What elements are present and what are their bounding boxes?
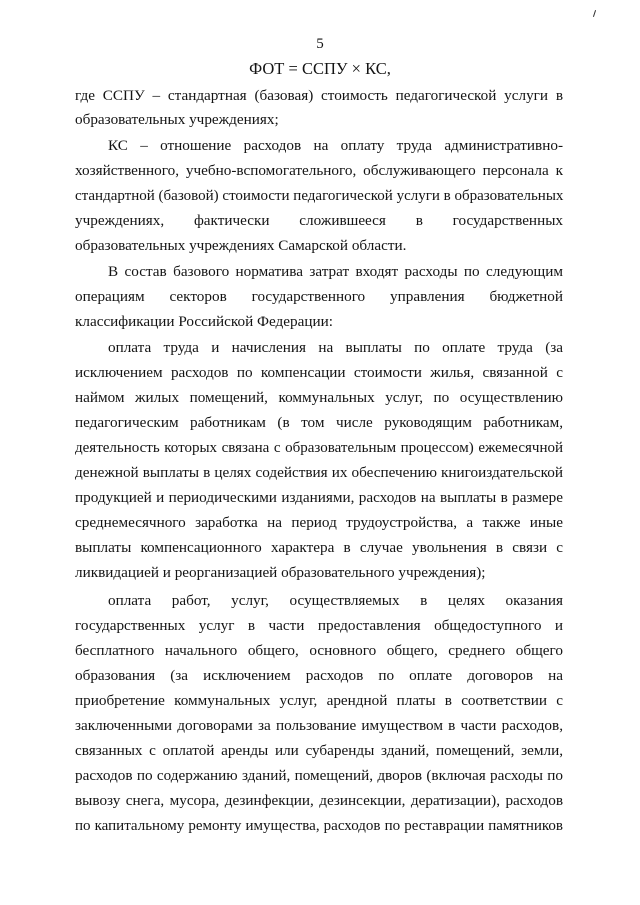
text-line: где ССПУ – стандартная (базовая) стоимость педагогической услуги в xyxy=(75,87,563,104)
text-line: продукцией и периодическими изданиями, расходов на выплаты в размере xyxy=(75,489,563,506)
text-line: В состав базового норматива затрат входят расходы по следующим xyxy=(108,263,563,280)
text-line: вывозу снега, мусора, дезинфекции, дезинсекции, дератизации), расходов xyxy=(75,792,563,809)
text-line: образовательных учреждениях; xyxy=(75,111,279,128)
text-line: оплата труда и начисления на выплаты по оплате труда (за xyxy=(108,339,563,356)
text-line: педагогическим работникам (в том числе руководящим работникам, xyxy=(75,414,563,431)
text-line: деятельность которых связана с образовательным процессом) ежемесячной xyxy=(75,440,563,456)
text-line: исключением расходов по компенсации стоимости жилья, связанной с xyxy=(75,364,563,381)
text-line: бесплатного начального общего, основного общего, среднего общего xyxy=(75,642,563,659)
text-line: образовательных учреждениях Самарской области. xyxy=(75,237,407,254)
text-line: учреждениях, фактически сложившееся в государственных xyxy=(75,212,563,229)
text-line: образования (за исключением расходов по оплате договоров на xyxy=(75,667,563,684)
text-line: стандартной (базовой) стоимости педагогической услуги в образовательных xyxy=(75,188,564,204)
text-line: хозяйственного, учебно-вспомогательного, обслуживающего персонала к xyxy=(75,162,563,179)
text-line: расходов по содержанию зданий, помещений, дворов (включая расходы по xyxy=(75,767,563,784)
text-line: по капитальному ремонту имущества, расходов по реставрации памятников xyxy=(75,818,563,834)
text-line: наймом жилых помещений, коммунальных услуг, по осуществлению xyxy=(75,389,563,406)
text-line: ликвидацией и реорганизацией образовательного учреждения); xyxy=(75,564,486,581)
formula: ФОТ = ССПУ × КС, xyxy=(249,59,391,78)
text-line: приобретение коммунальных услуг, арендной платы в соответствии с xyxy=(75,692,563,709)
text-line: заключенными договорами за пользование имуществом в части расходов, xyxy=(75,717,563,734)
text-line: государственных услуг в части предоставления общедоступного и xyxy=(75,617,563,634)
text-line: оплата работ, услуг, осуществляемых в целях оказания xyxy=(108,592,563,609)
text-line: операциям секторов государственного управления бюджетной xyxy=(75,288,563,305)
text-line: связанных с оплатой аренды или субаренды зданий, помещений, земли, xyxy=(75,742,563,759)
text-line: среднемесячного заработка на период трудоустройства, а также иные xyxy=(75,514,563,531)
margin-mark xyxy=(593,10,596,17)
text-line: денежной выплаты в целях содействия их обеспечению книгоиздательской xyxy=(75,464,563,481)
page-number: 5 xyxy=(316,36,324,52)
text-line: КС – отношение расходов на оплату труда административно- xyxy=(108,137,563,154)
text-line: классификации Российской Федерации: xyxy=(75,313,333,330)
text-line: выплаты компенсационного характера в случае увольнения в связи с xyxy=(75,539,563,556)
